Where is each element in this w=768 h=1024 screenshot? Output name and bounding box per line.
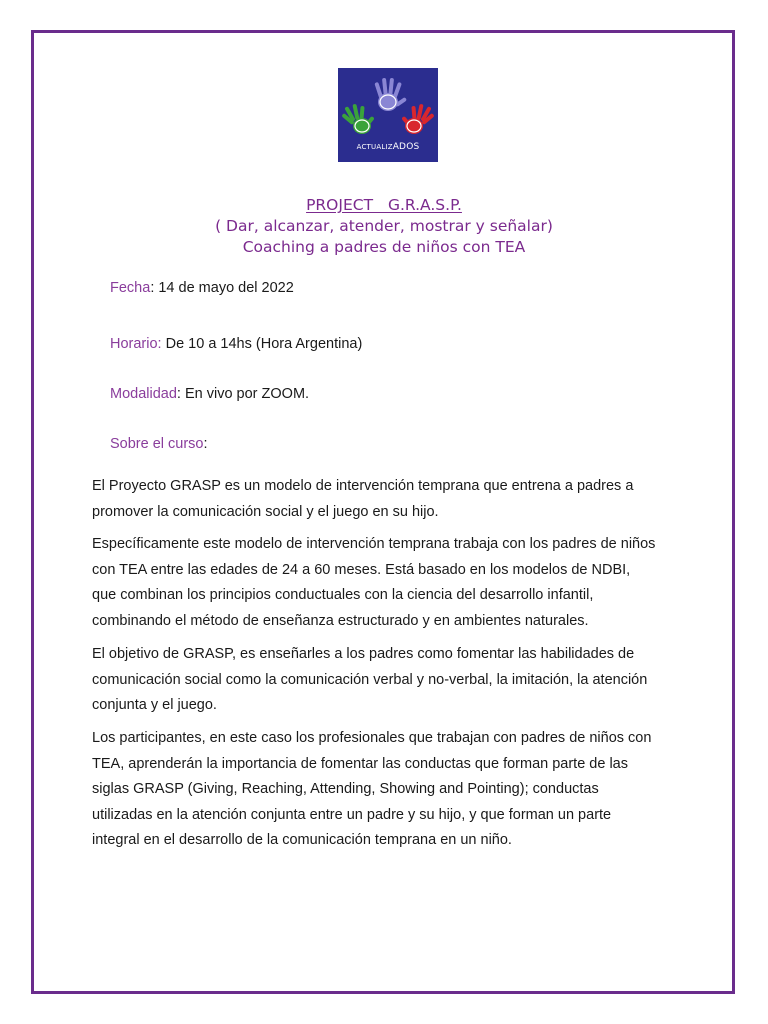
horario-label: Horario: bbox=[110, 336, 162, 352]
course-title bbox=[40, 195, 728, 258]
modalidad-value: : En vivo por ZOOM. bbox=[176, 386, 310, 402]
paragraph-line: promover la comunicación social y el juego en su hijo. bbox=[92, 503, 439, 520]
fecha-field bbox=[110, 278, 294, 298]
paragraph-objective bbox=[92, 642, 704, 719]
paragraph-line: utilizadas en la atención conjunta entre un padre y su hijo, y que forman un parte bbox=[92, 806, 612, 823]
actualizados-logo bbox=[338, 68, 438, 162]
paragraph-participants bbox=[92, 726, 704, 854]
paragraph-line: siglas GRASP (Giving, Reaching, Attending, Showing and Pointing); conductas bbox=[92, 781, 599, 797]
paragraph-line: conjunta y el juego. bbox=[92, 697, 217, 713]
horario-value: De 10 a 14hs (Hora Argentina) bbox=[161, 336, 363, 352]
title-tagline: Coaching a padres de niños con TEA bbox=[242, 238, 526, 256]
sobre-value: : bbox=[203, 436, 208, 452]
paragraph-line: combinando el método de enseñanza estructurado y en ambientes naturales. bbox=[92, 612, 589, 629]
paragraph-line: El Proyecto GRASP es un modelo de intervención temprana que entrena a padres a bbox=[92, 478, 634, 494]
paragraph-description bbox=[92, 532, 704, 634]
modalidad-field bbox=[110, 384, 309, 404]
logo-text-small: ACTUALIZ bbox=[356, 143, 393, 151]
horario-field bbox=[110, 334, 362, 354]
logo-text-big: ADOS bbox=[392, 142, 420, 152]
paragraph-line: con TEA entre las edades de 24 a 60 meses. Está basado en los modelos de NDBI, bbox=[92, 561, 631, 578]
fecha-value: : 14 de mayo del 2022 bbox=[150, 280, 294, 296]
paragraph-intro bbox=[92, 474, 704, 525]
paragraph-line: El objetivo de GRASP, es enseñarles a los padres como fomentar las habilidades de bbox=[92, 646, 635, 662]
title-subtitle: ( Dar, alcanzar, atender, mostrar y señalar) bbox=[215, 217, 553, 235]
paragraph-line: Específicamente este modelo de intervención temprana trabaja con los padres de niños bbox=[92, 536, 656, 552]
paragraph-line: comunicación social como la comunicación verbal y no-verbal, la imitación, la atención bbox=[92, 671, 648, 688]
logo-wordmark bbox=[338, 142, 438, 152]
sobre-label: Sobre el curso bbox=[110, 436, 204, 452]
sobre-field bbox=[110, 434, 208, 454]
paragraph-line: integral en el desarrollo de la comunicación temprana en un niño. bbox=[92, 832, 512, 848]
paragraph-line: Los participantes, en este caso los profesionales que trabajan con padres de niños con bbox=[92, 730, 652, 746]
fecha-label: Fecha bbox=[110, 280, 151, 296]
title-project: PROJECT G.R.A.S.P. bbox=[306, 196, 462, 214]
paragraph-line: TEA, aprenderán la importancia de fomentar las conductas que forman parte de las bbox=[92, 755, 628, 772]
modalidad-label: Modalidad bbox=[110, 386, 177, 402]
paragraph-line: que combinan los principios conductuales con la ciencia del desarrollo infantil, bbox=[92, 587, 594, 603]
